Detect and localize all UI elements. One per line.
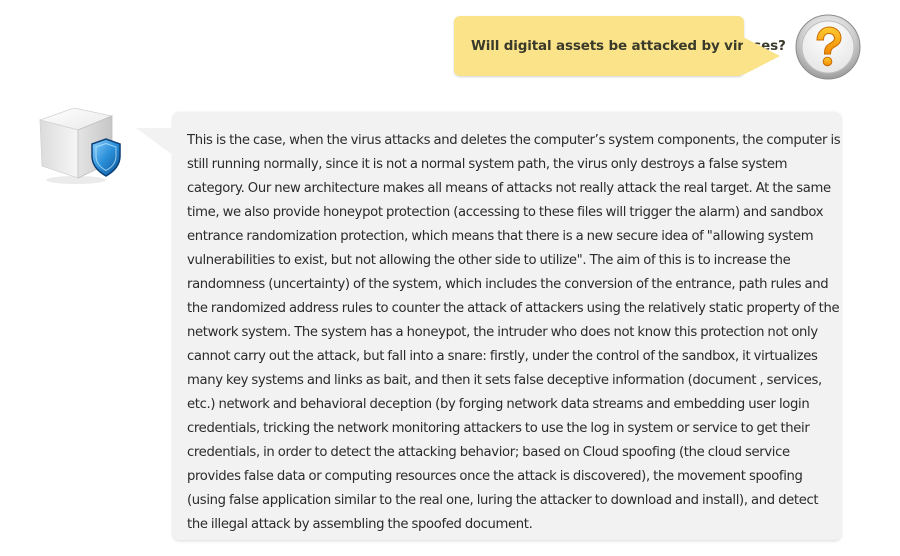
question-bubble: [454, 16, 786, 76]
answer-text: This is the case, when the virus attacks and deletes the computer’s system components, the computer is still running normally, since it is not a normal system path, the virus only destroys a false system category. Our new architecture makes all means of attacks not really attack the real target. At the same time, we also provide honeypot protection (accessing to these files will trigger the alarm) and sandbox entrance randomization protection, which means that there is a new secure idea of "allowing system vulnerabilities to exist, but not allowing the other side to utilize". The aim of this is to increase the randomness (uncertainty) of the system, which includes the conversion of the entrance, path rules and the randomized address rules to counter the attack of attackers using the relatively static property of the network system. The system has a honeypot, the intruder who does not know this protection not only cannot carry out the attack, but fall into a snare: firstly, under the control of the sandbox, it virtualizes many key systems and links as bait, and then it sets false deceptive information (document , services, etc.) network and behavioral deception (by forging network data streams and embedding user login credentials, tricking the network monitoring attackers to use the log in system or service to get their credentials, in order to detect the attacking behavior; based on Cloud spoofing (the cloud service provides false data or computing resources once the attack is discovered), the movement spoofing (using false application similar to the real one, luring the attacker to download and install), and detect the illegal attack by assembling the spoofed document.: [187, 133, 841, 532]
question-text: Will digital assets be attacked by viruses?: [471, 38, 786, 54]
cube-shield-icon: [34, 102, 126, 186]
question-mark-icon: [795, 14, 861, 80]
answer-bubble: [173, 112, 841, 540]
